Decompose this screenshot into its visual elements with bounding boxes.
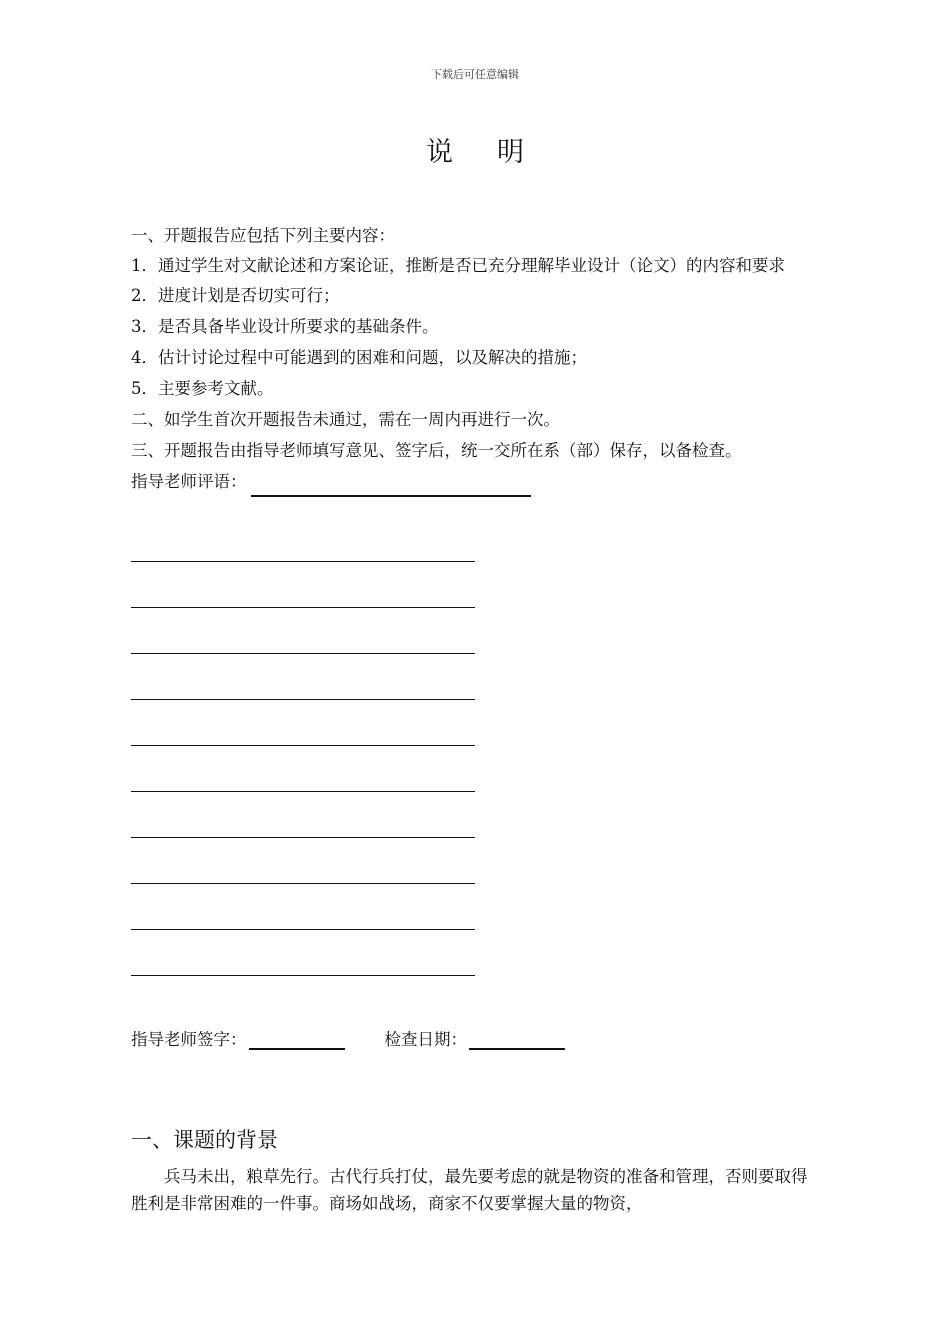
instruction-item-4: 4．估计讨论过程中可能遇到的困难和问题，以及解决的措施； — [131, 348, 587, 367]
date-field[interactable] — [469, 1028, 565, 1050]
comment-blank-line[interactable] — [131, 884, 475, 930]
header-note: 下载后可任意编辑 — [431, 68, 519, 81]
comment-blank-line[interactable] — [131, 838, 475, 884]
advisor-comment-label: 指导老师评语： — [131, 472, 247, 491]
advisor-comment-row — [131, 466, 851, 497]
signature-row — [131, 1026, 831, 1050]
signature-label: 指导老师签字： — [131, 1030, 247, 1049]
comment-blank-line[interactable] — [131, 792, 475, 838]
instructions-list — [131, 220, 851, 497]
instruction-item-2: 2．进度计划是否切实可行； — [131, 286, 340, 305]
advisor-comment-field[interactable] — [251, 475, 531, 497]
date-label: 检查日期： — [384, 1030, 467, 1049]
comment-blank-line[interactable] — [131, 608, 475, 654]
instruction-item-5: 5．主要参考文献。 — [131, 379, 274, 398]
instruction-rule-3: 三、开题报告由指导老师填写意见、签字后，统一交所在系（部）保存，以备检查。 — [131, 441, 742, 460]
comment-blank-line[interactable] — [131, 654, 475, 700]
comment-blank-line[interactable] — [131, 562, 475, 608]
instructions-intro: 一、开题报告应包括下列主要内容： — [131, 226, 395, 245]
comment-blank-lines — [131, 516, 475, 976]
comment-blank-line[interactable] — [131, 516, 475, 562]
instruction-item-3: 3．是否具备毕业设计所要求的基础条件。 — [131, 317, 439, 336]
instruction-rule-2: 二、如学生首次开题报告未通过，需在一周内再进行一次。 — [131, 410, 560, 429]
comment-blank-line[interactable] — [131, 746, 475, 792]
instruction-item-1: 1．通过学生对文献论述和方案论证，推断是否已充分理解毕业设计（论文）的内容和要求 — [131, 256, 785, 275]
comment-blank-line[interactable] — [131, 700, 475, 746]
comment-blank-line[interactable] — [131, 930, 475, 976]
page-title: 说明 — [426, 137, 568, 168]
signature-field[interactable] — [249, 1028, 345, 1050]
section-heading: 一、课题的背景 — [131, 1128, 278, 1152]
body-paragraph: 兵马未出，粮草先行。古代行兵打仗，最先要考虑的就是物资的准备和管理，否则要取得胜利是非常困难的一件事。商场如战场，商家不仅要掌握大量的物资， — [131, 1167, 808, 1213]
